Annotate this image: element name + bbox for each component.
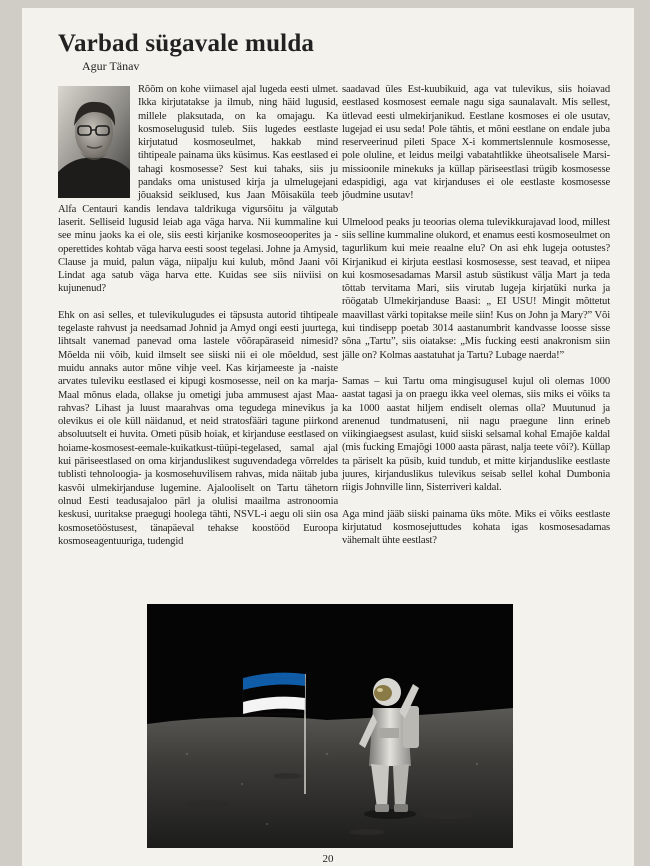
paragraph: Samas – kui Tartu oma mingisugusel kujul oli olemas 1000 aastat tagasi ja on praegu ikka veel olemas, siis miks ei võiks ta ka 1000 aastat hiljem endiselt olemas olla? Muutunud ja arenenud tundmatuseni, nii nagu praegune linn erineb viikingiaegsest asulast, kuid siiski selsamal kohal Emajõe kaldal (mis fucking Emajõgi 1000 aasta pärast, nalja teete või?). Küllap ta päriselt ka püsib, kuid tundub, et mitte kirjanduslike eestlaste juures, kirjanduslikus tulevikus seisab sellel kohal Dumbonia riigis Johnville linn, Sisterriveri kaldal. [342, 375, 610, 494]
estonian-flag [243, 673, 305, 714]
page-number: 20 [322, 853, 334, 865]
paragraph: saadavad üles Est-kuubikuid, aga vat tulevikus, siis hoiavad eestlased kosmosest eemale nagu siga saunalavalt. Mis sellest, ütlevad eesti ulmekirjanikud. Eestlane kosmoses ei ole usutav, lugejad ei usu seda! Pole tähtis, et mõni eestlane on endale juba reserveerinud pileti Space X-i kommertslennule kosmosesse, pole oluline, et leidus meilgi vabatahtlikke üheotsalisele Marsi-missioonile minekuks ja küllap päriseestlasi trügib kosmosesse edaspidigi, aga vat kirjanduses ei ole eestlaste kosmosesse jõudmine usutav! [342, 84, 610, 202]
magazine-page [22, 8, 634, 866]
paragraph: Aga mind jääb siiski painama üks mõte. Miks ei võiks eestlaste kirjutatud kosmosejuttudes kohata igas kosmosesadamas vähemalt ühte eestlast? [342, 508, 610, 547]
author-portrait-image [58, 86, 130, 198]
astronaut-flag-image [147, 604, 513, 848]
article-author: Agur Tänav [82, 59, 140, 73]
text-column-left [58, 83, 338, 548]
paragraph: Ulmelood peaks ju teoorias olema tulevikkurajavad lood, millest siis selline kummaline olukord, et enamus eesti kosmoseulmet on tagurlikum kui meie reaalne elu? On asi ehk lugeja ootustes? Kirjanikud ei kirjuta eestlasi kosmosesse, sest teavad, et niipea kui kosmosesadamas Marsil astub süstikust välja Mart ja teda tõttab tervitama Mari, siis virutab lugeja kirjatüki nurka ja röögatab Ulmekirjanduse Baasi: „ EI USU! Mingit mõttetut maavillast värki topitakse meile siin! Kus on John ja Mary?” Või kui tindisepp poetab 3014 aastanumbrit kandvasse loosse sisse sõna „Tartu”, siis oiatakse: „Mis fucking eesti anakronism siin jälle on? Kolmas aastatuhat ja Tartu? Lubage naerda!” [342, 216, 611, 361]
paragraph: Ehk on asi selles, et tulevikulugudes ei täpsusta autorid tihtipeale tegelaste rahvust ja needsamad Johnid ja Amyd ongi eesti juurtega, lihtsalt vanemad panevad oma lastele võõrapäraseid nimesid? Mõelda nii võib, kuid ilmselt see siiski nii ei ole mõeldud, sest muidu annaks autor mõne vihje veel. Kas kirjameeste ja -naiste arvates tuleviku eestlased ei kipugi kosmosesse, neil on ka marja-Maal mõnus elada, ollakse ju ometigi juba ammusest ajast Maa-rahvas? Lihast ja luust maarahvas oma tegudega minevikus ja olevikus ei ole küll näidanud, et neid stratosfääri tagune piirkond absoluutselt ei huvita. Ometi püsib hoiak, et kirjanduse eestlased on hoiame-kosmosest-eemale-kuikatkust-tüüpi-tegelased, samal ajal kui päriseestlased on oma kirjanduslikest suguvendadega võrreldes tublisti tehnoloogia- ja kosmosehuvilisem rahvas, mida näitab juba kasvõi ulmekirjanduse lugemine. Ajalooliselt on Tartu tähetorn olnud Eesti teadusajaloo pärl ja olulisi maailma astronoomia keskusi, uuritakse praegugi hoolega tähti, NSVL-i aegu oli siin osa kosmosetööstusest, tänapäeval tehakse koostööd Euroopa kosmoseagentuuriga, tudengid [58, 309, 338, 547]
text-column-right [342, 83, 610, 548]
article-title: Varbad sügavale mulda [58, 30, 315, 57]
moon-photo [147, 604, 513, 848]
author-photo [58, 86, 130, 198]
paragraph: Rõõm on kohe viimasel ajal lugeda eesti ulmet. Ikka kirjutatakse ja ilmub, ning häid lugusid, millele plaksutada, on ka omajagu. Ka kosmoselugusid tuleb. Siis lugedes eestlaste kirjutatud kosmoseulmet, hakkab mind tihtipeale painama üks küsimus. Kas eestlased ei tahagi kosmosesse? Sest kui tahaks, siis ju pandaks oma unistused kirja ja ulmelugejani jõuaksid seiklused, kus Jaan Mõisaküla teeb Alfa Centauri kandis lendava taldrikuga vigursõitu ja välgutab laserit. Selliseid lugusid leiab aga väga harva. Nii kummaline kui see minu jaoks ka ei ole, siis eesti kirjanike kosmoseooperites ja -operettides kohtab väga harva eesti soost tegelasi. Johne ja Amysid, Clause ja muid, palun väga, niipalju kui kulub, mõnd Jaani või Lindat aga satub väga harva ette. Kuidas see siis niiviisi on kujunenud? [58, 84, 338, 295]
